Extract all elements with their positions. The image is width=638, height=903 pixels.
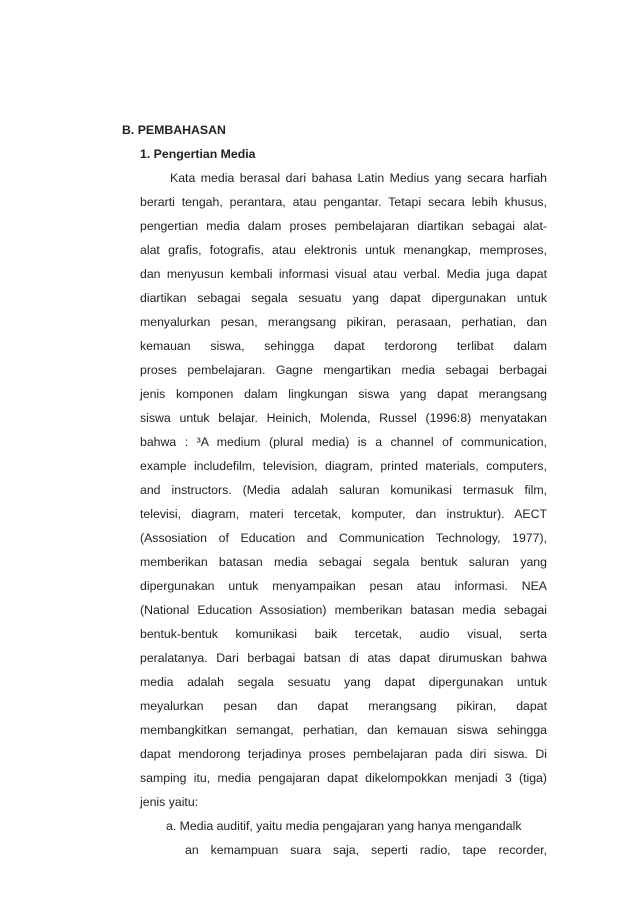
paragraph-line: dapat mendorong terjadinya proses pembelajaran pada diri siswa. Di xyxy=(140,747,547,761)
paragraph-line: (National Education Assosiation) memberikan batasan media sebagai xyxy=(140,603,547,617)
paragraph-line: dipergunakan untuk menyampaikan pesan atau informasi. NEA xyxy=(140,579,547,593)
paragraph-line: (Assosiation of Education and Communication Technology, 1977), xyxy=(140,531,547,545)
paragraph-line: memberikan batasan media sebagai segala bentuk saluran yang xyxy=(140,555,547,569)
paragraph-line: Kata media berasal dari bahasa Latin Medius yang secara harfiah xyxy=(170,171,547,185)
paragraph-line: siswa untuk belajar. Heinich, Molenda, Russel (1996:8) menyatakan xyxy=(140,411,547,425)
list-item-a: a. Media auditif, yaitu media pengajaran yang hanya mengandalk xyxy=(166,819,522,833)
paragraph-line: dan menyusun kembali informasi visual atau verbal. Media juga dapat xyxy=(140,267,547,281)
subsection-heading: 1. Pengertian Media xyxy=(140,147,256,161)
paragraph-line: diartikan sebagai segala sesuatu yang dapat dipergunakan untuk xyxy=(140,291,547,305)
paragraph-line: menyalurkan pesan, merangsang pikiran, perasaan, perhatian, dan xyxy=(140,315,547,329)
paragraph-line: bahwa : ³A medium (plural media) is a channel of communication, xyxy=(140,435,547,449)
paragraph-line: media adalah segala sesuatu yang dapat dipergunakan untuk xyxy=(140,675,547,689)
section-heading: B. PEMBAHASAN xyxy=(122,123,226,137)
paragraph-line: alat grafis, fotografis, atau elektronis untuk menangkap, memproses, xyxy=(140,243,547,257)
paragraph-line: peralatanya. Dari berbagai batsan di atas dapat dirumuskan bahwa xyxy=(140,651,547,665)
paragraph-line: jenis komponen dalam lingkungan siswa yang dapat merangsang xyxy=(140,387,547,401)
list-item-a-continuation: an kemampuan suara saja, seperti radio, tape recorder, xyxy=(185,843,547,857)
paragraph-line: membangkitkan semangat, perhatian, dan kemauan siswa sehingga xyxy=(140,723,547,737)
paragraph-line: samping itu, media pengajaran dapat dikelompokkan menjadi 3 (tiga) xyxy=(140,771,547,785)
paragraph-line: berarti tengah, perantara, atau pengantar. Tetapi secara lebih khusus, xyxy=(140,195,547,209)
paragraph-line: pengertian media dalam proses pembelajaran diartikan sebagai alat- xyxy=(140,219,547,233)
paragraph-line: kemauan siswa, sehingga dapat terdorong terlibat dalam xyxy=(140,339,547,353)
paragraph-line: meyalurkan pesan dan dapat merangsang pikiran, dapat xyxy=(140,699,547,713)
paragraph-line: jenis yaitu: xyxy=(140,795,199,809)
paragraph-line: example includefilm, television, diagram, printed materials, computers, xyxy=(140,459,547,473)
paragraph-line: bentuk-bentuk komunikasi baik tercetak, audio visual, serta xyxy=(140,627,547,641)
paragraph-line: and instructors. (Media adalah saluran komunikasi termasuk film, xyxy=(140,483,547,497)
paragraph-line: proses pembelajaran. Gagne mengartikan media sebagai berbagai xyxy=(140,363,547,377)
paragraph-line: televisi, diagram, materi tercetak, komputer, dan instruktur). AECT xyxy=(140,507,547,521)
